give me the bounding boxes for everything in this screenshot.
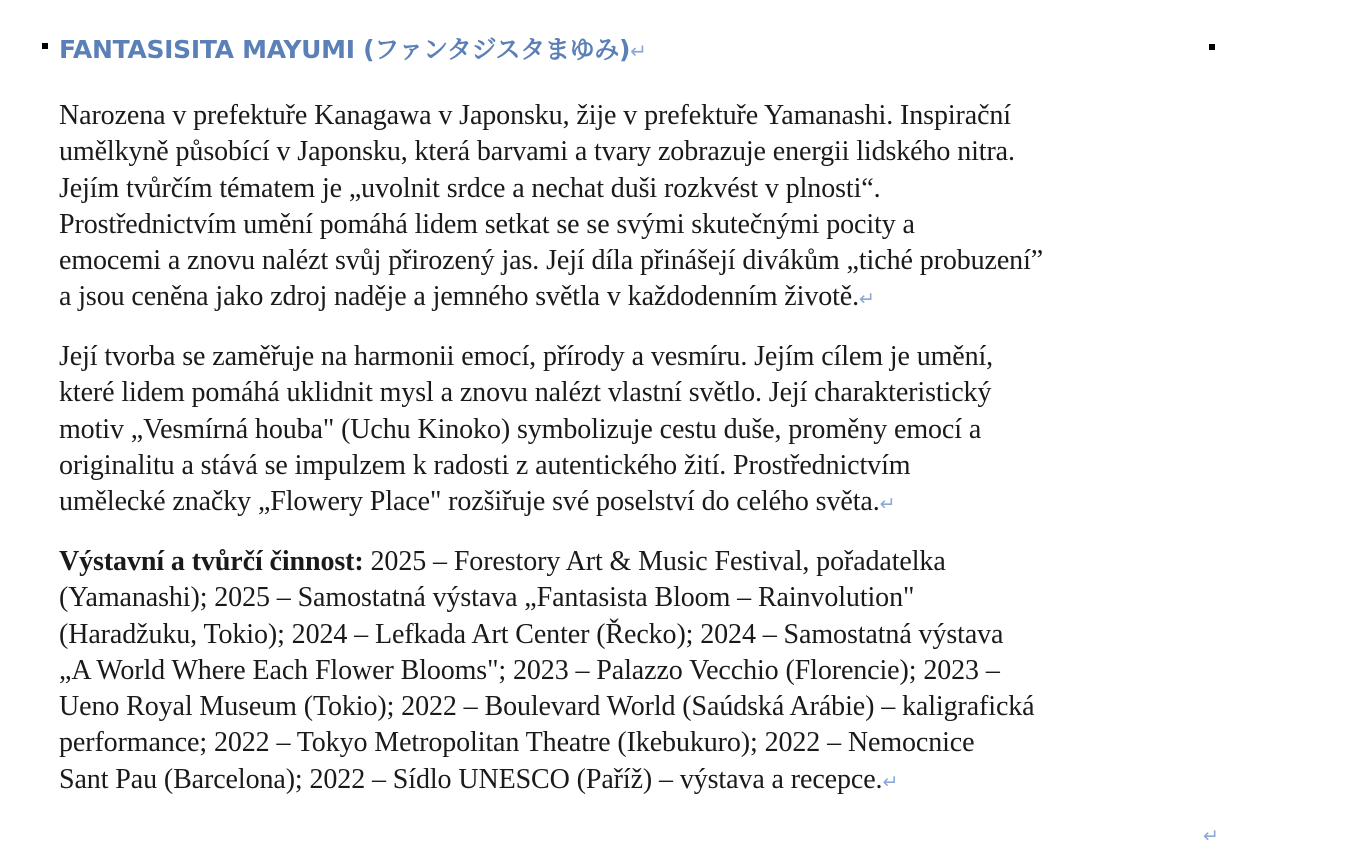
- text-line: (Haradžuku, Tokio); 2024 – Lefkada Art Center (Řecko); 2024 – Samostatná výstava: [59, 618, 1004, 650]
- text-line: emocemi a znovu nalézt svůj přirozený jas. Její díla přinášejí divákům „tiché probuzení”: [59, 245, 1044, 277]
- text-line: „A World Where Each Flower Blooms"; 2023 – Palazzo Vecchio (Florencie); 2023 –: [59, 654, 1000, 686]
- paragraph-mark-icon: ↵: [882, 770, 899, 793]
- text-boundary-marker-top-left: [42, 43, 48, 49]
- text-line: [59, 544, 1229, 580]
- paragraph-mark-icon: ↵: [879, 493, 896, 516]
- text-line: originalitu a stává se impulzem k radosti z autentického žití. Prostřednictvím: [59, 449, 911, 481]
- text-boundary-marker-top-right: [1209, 44, 1215, 50]
- artistic-focus-paragraph[interactable]: [59, 339, 1229, 522]
- biography-paragraph[interactable]: [59, 98, 1229, 318]
- text-line: motiv „Vesmírná houba" (Uchu Kinoko) symbolizuje cestu duše, proměny emocí a: [59, 413, 982, 445]
- text-line: [59, 484, 1229, 522]
- exhibitions-label: Výstavní a tvůrčí činnost:: [59, 546, 364, 577]
- text-line: Narozena v prefektuře Kanagawa v Japonsku, žije v prefektuře Yamanashi. Inspirační: [59, 100, 1011, 131]
- heading-text: FANTASISITA MAYUMI (ファンタジスタまゆみ): [59, 35, 631, 64]
- text-line-content: umělecké značky „Flowery Place" rozšiřuje své poselství do celého světa.: [59, 486, 880, 518]
- text-line: performance; 2022 – Tokyo Metropolitan Theatre (Ikebukuro); 2022 – Nemocnice: [59, 727, 975, 759]
- text-line-content: a jsou ceněna jako zdroj naděje a jemného světla v každodenním životě.: [59, 281, 860, 313]
- paragraph-mark-icon: ↵: [859, 288, 875, 311]
- artist-name-heading[interactable]: [59, 28, 647, 73]
- paragraph-mark-icon: ↵: [1203, 825, 1219, 847]
- text-line-content: Sant Pau (Barcelona); 2022 – Sídlo UNESCO (Paříž) – výstava a recepce.: [59, 763, 883, 795]
- paragraph-mark-icon: ↵: [630, 39, 647, 63]
- text-line-content: 2025 – Forestory Art & Music Festival, pořadatelka: [363, 546, 946, 577]
- text-line: které lidem pomáhá uklidnit mysl a znovu nalézt vlastní světlo. Její charakteristický: [59, 377, 992, 409]
- text-line: Její tvorba se zaměřuje na harmonii emocí, přírody a vesmíru. Jejím cílem je umění,: [59, 341, 994, 372]
- text-line: Jejím tvůrčím tématem je „uvolnit srdce a nechat duši rozkvést v plnosti“.: [59, 172, 881, 204]
- text-line: [59, 762, 1229, 800]
- text-line: [59, 279, 1229, 317]
- exhibitions-paragraph[interactable]: [59, 544, 1229, 800]
- text-line: Ueno Royal Museum (Tokio); 2022 – Boulevard World (Saúdská Arábie) – kaligrafická: [59, 691, 1035, 723]
- text-line: (Yamanashi); 2025 – Samostatná výstava „Fantasista Bloom – Rainvolution": [59, 582, 915, 614]
- text-line: umělkyně působící v Japonsku, která barvami a tvary zobrazuje energii lidského nitra.: [59, 136, 1015, 168]
- text-line: Prostřednictvím umění pomáhá lidem setkat se se svými skutečnými pocity a: [59, 208, 915, 240]
